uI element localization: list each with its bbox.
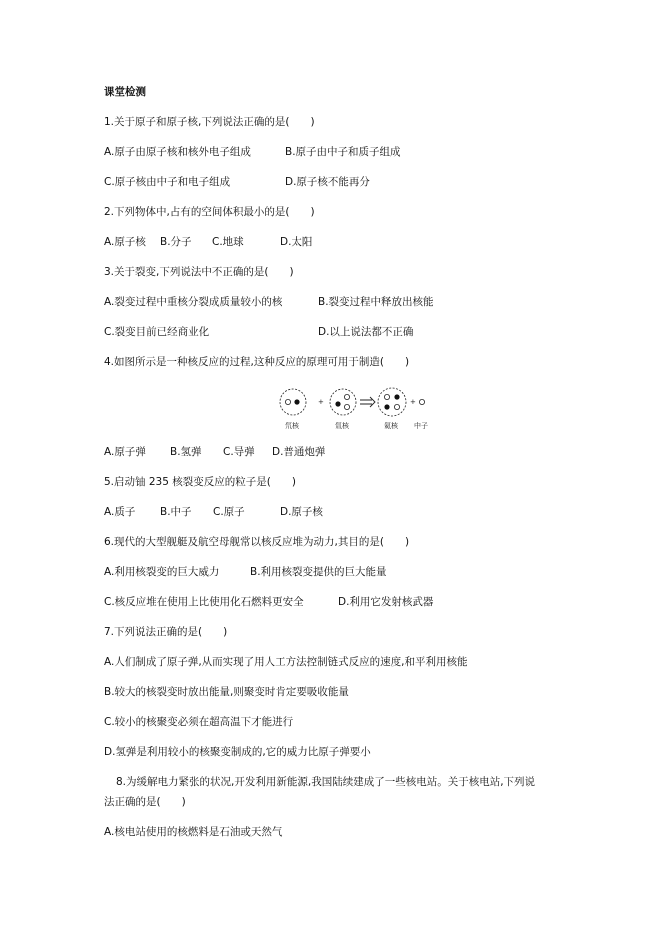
figure-label-helium: 氦核 [384,422,398,430]
question-3-option-c: C.裂变目前已经商业化 [104,326,210,338]
question-6-option-b: B.利用核裂变提供的巨大能量 [250,566,387,578]
question-7-option-c: C.较小的核聚变必须在超高温下才能进行 [104,716,294,728]
question-4-option-c: C.导弹 [223,446,255,458]
plus-sign: + [318,398,324,406]
question-1-option-d: D.原子核不能再分 [285,176,370,188]
question-5-option-d: D.原子核 [280,506,323,518]
question-3-option-b: B.裂变过程中释放出核能 [318,296,434,308]
question-6-option-a: A.利用核裂变的巨大威力 [104,566,220,578]
question-6-stem: 6.现代的大型舰艇及航空母舰常以核反应堆为动力,其目的是( ) [104,536,410,548]
question-5-stem: 5.启动铀 235 核裂变反应的粒子是( ) [104,476,296,488]
figure-label-neutron: 中子 [414,422,428,430]
helium-nucleus [378,388,406,416]
question-1-stem: 1.关于原子和原子核,下列说法正确的是( ) [104,116,315,128]
proton-particle [384,404,389,409]
question-4-option-b: B.氢弹 [170,446,202,458]
reaction-arrow-icon [360,397,375,407]
question-2-option-d: D.太阳 [280,236,313,248]
question-7-stem: 7.下列说法正确的是( ) [104,626,228,638]
question-7-option-a: A.人们制成了原子弹,从而实现了用人工方法控制链式反应的速度,和平利用核能 [104,656,468,668]
question-7-option-d: D.氢弹是利用较小的核聚变制成的,它的威力比原子弹要小 [104,746,371,758]
figure-label-tritium: 氚核 [335,422,349,430]
plus-sign: + [410,398,416,406]
section-title: 课堂检测 [104,86,146,98]
figure-label-deuterium: 氘核 [285,422,299,430]
neutron-particle [344,404,349,409]
question-1-option-c: C.原子核由中子和电子组成 [104,176,231,188]
neutron-particle [285,399,290,404]
question-3-stem: 3.关于裂变,下列说法中不正确的是( ) [104,266,294,278]
question-3-option-d: D.以上说法都不正确 [318,326,414,338]
neutron-particle [384,394,389,399]
question-8-stem-line2: 法正确的是( ) [104,796,186,808]
question-8-option-a: A.核电站使用的核燃料是石油或天然气 [104,826,283,838]
question-5-option-b: B.中子 [160,506,192,518]
question-2-stem: 2.下列物体中,占有的空间体积最小的是( ) [104,206,315,218]
question-2-option-a: A.原子核 [104,236,146,248]
question-5-option-a: A.质子 [104,506,136,518]
question-1-option-b: B.原子由中子和质子组成 [285,146,401,158]
question-2-option-b: B.分子 [160,236,192,248]
neutron-particle [394,404,399,409]
question-4-option-d: D.普通炮弹 [272,446,326,458]
question-6-option-d: D.利用它发射核武器 [338,596,434,608]
question-4-stem: 4.如图所示是一种核反应的过程,这种反应的原理可用于制造( ) [104,356,410,368]
tritium-nucleus [330,389,356,415]
question-4-option-a: A.原子弹 [104,446,146,458]
deuterium-nucleus [280,389,306,415]
question-7-option-b: B.较大的核裂变时放出能量,则聚变时肯定要吸收能量 [104,686,349,698]
question-2-option-c: C.地球 [212,236,244,248]
proton-particle [394,394,399,399]
free-neutron-particle [419,399,424,404]
question-6-option-c: C.核反应堆在使用上比使用化石燃料更安全 [104,596,304,608]
proton-particle [335,401,340,406]
neutron-particle [344,394,349,399]
question-3-option-a: A.裂变过程中重核分裂成质量较小的核 [104,296,283,308]
question-8-stem-line1: 8.为缓解电力紧张的状况,开发利用新能源,我国陆续建成了一些核电站。关于核电站,下列说 [116,776,536,788]
proton-particle [294,399,299,404]
question-1-option-a: A.原子由原子核和核外电子组成 [104,146,251,158]
question-5-option-c: C.原子 [213,506,245,518]
nuclear-fusion-diagram [276,384,436,434]
